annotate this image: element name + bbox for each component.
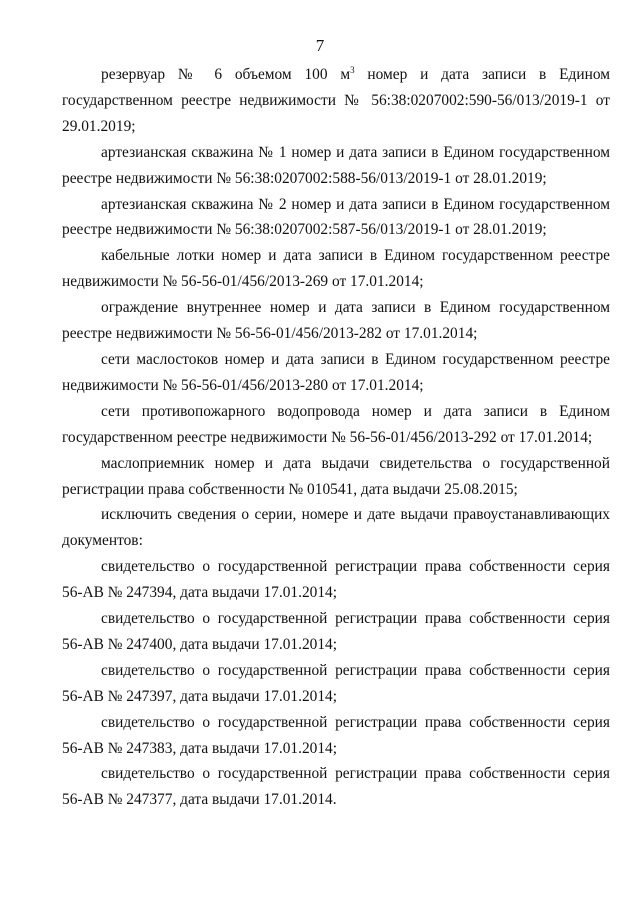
- paragraph-well-2: артезианская скважина № 2 номер и дата записи в Едином государственном реестре недвижимости № 56:38:0207002:587-56/013/2019-1 от 28.01.2019;: [62, 195, 610, 239]
- paragraph-exclude-info: исключить сведения о серии, номере и дате выдачи правоустанавливающих документов:: [62, 506, 610, 550]
- paragraph-certificate: свидетельство о государственной регистрации права собственности серия 56-АВ № 247383, дата выдачи 17.01.2014;: [62, 713, 610, 757]
- paragraph-certificate: свидетельство о государственной регистрации права собственности серия 56-АВ № 247394, дата выдачи 17.01.2014;: [62, 558, 610, 602]
- page-number: 7: [315, 36, 325, 55]
- paragraph-fence: ограждение внутреннее номер и дата записи в Едином государственном реестре недвижимости № 56-56-01/456/2013-282 от 17.01.2014;: [62, 299, 610, 343]
- paragraph-oil-drains: сети маслостоков номер и дата записи в Едином государственном реестре недвижимости № 56-56-01/456/2013-280 от 17.01.2014;: [62, 350, 610, 394]
- paragraph-well-1: артезианская скважина № 1 номер и дата записи в Едином государственном реестре недвижимости № 56:38:0207002:588-56/013/2019-1 от 28.01.2019;: [62, 143, 610, 187]
- paragraph-certificate: свидетельство о государственной регистрации права собственности серия 56-АВ № 247377, дата выдачи 17.01.2014.: [62, 765, 610, 809]
- paragraph-certificate: свидетельство о государственной регистрации права собственности серия 56-АВ № 247400, дата выдачи 17.01.2014;: [62, 610, 610, 653]
- paragraph-oil-receiver: маслоприемник номер и дата выдачи свидетельства о государственной регистрации права собственности № 010541, дата выдачи 25.08.2015;: [62, 454, 610, 498]
- paragraph-certificate: свидетельство о государственной регистрации права собственности серия 56-АВ № 247397, дата выдачи 17.01.2014;: [62, 661, 610, 705]
- paragraph-text: резервуар № 6 объемом 100 м: [101, 66, 351, 83]
- paragraph-text: номер и дата записи в Едином государственном реестре недвижимости № 56:38:0207002:590-56/013/2019-1 от 29.01.2019;: [62, 66, 610, 135]
- paragraph-fire-water: сети противопожарного водопровода номер и дата записи в Едином государственном реестре недвижимости № 56-56-01/456/2013-292 от 17.01.2014;: [62, 402, 610, 446]
- superscript: 3: [350, 65, 355, 75]
- paragraph-reservoir: [62, 62, 610, 140]
- document-body: [62, 62, 610, 813]
- paragraph-cable-trays: кабельные лотки номер и дата записи в Едином государственном реестре недвижимости № 56-56-01/456/2013-269 от 17.01.2014;: [62, 247, 610, 291]
